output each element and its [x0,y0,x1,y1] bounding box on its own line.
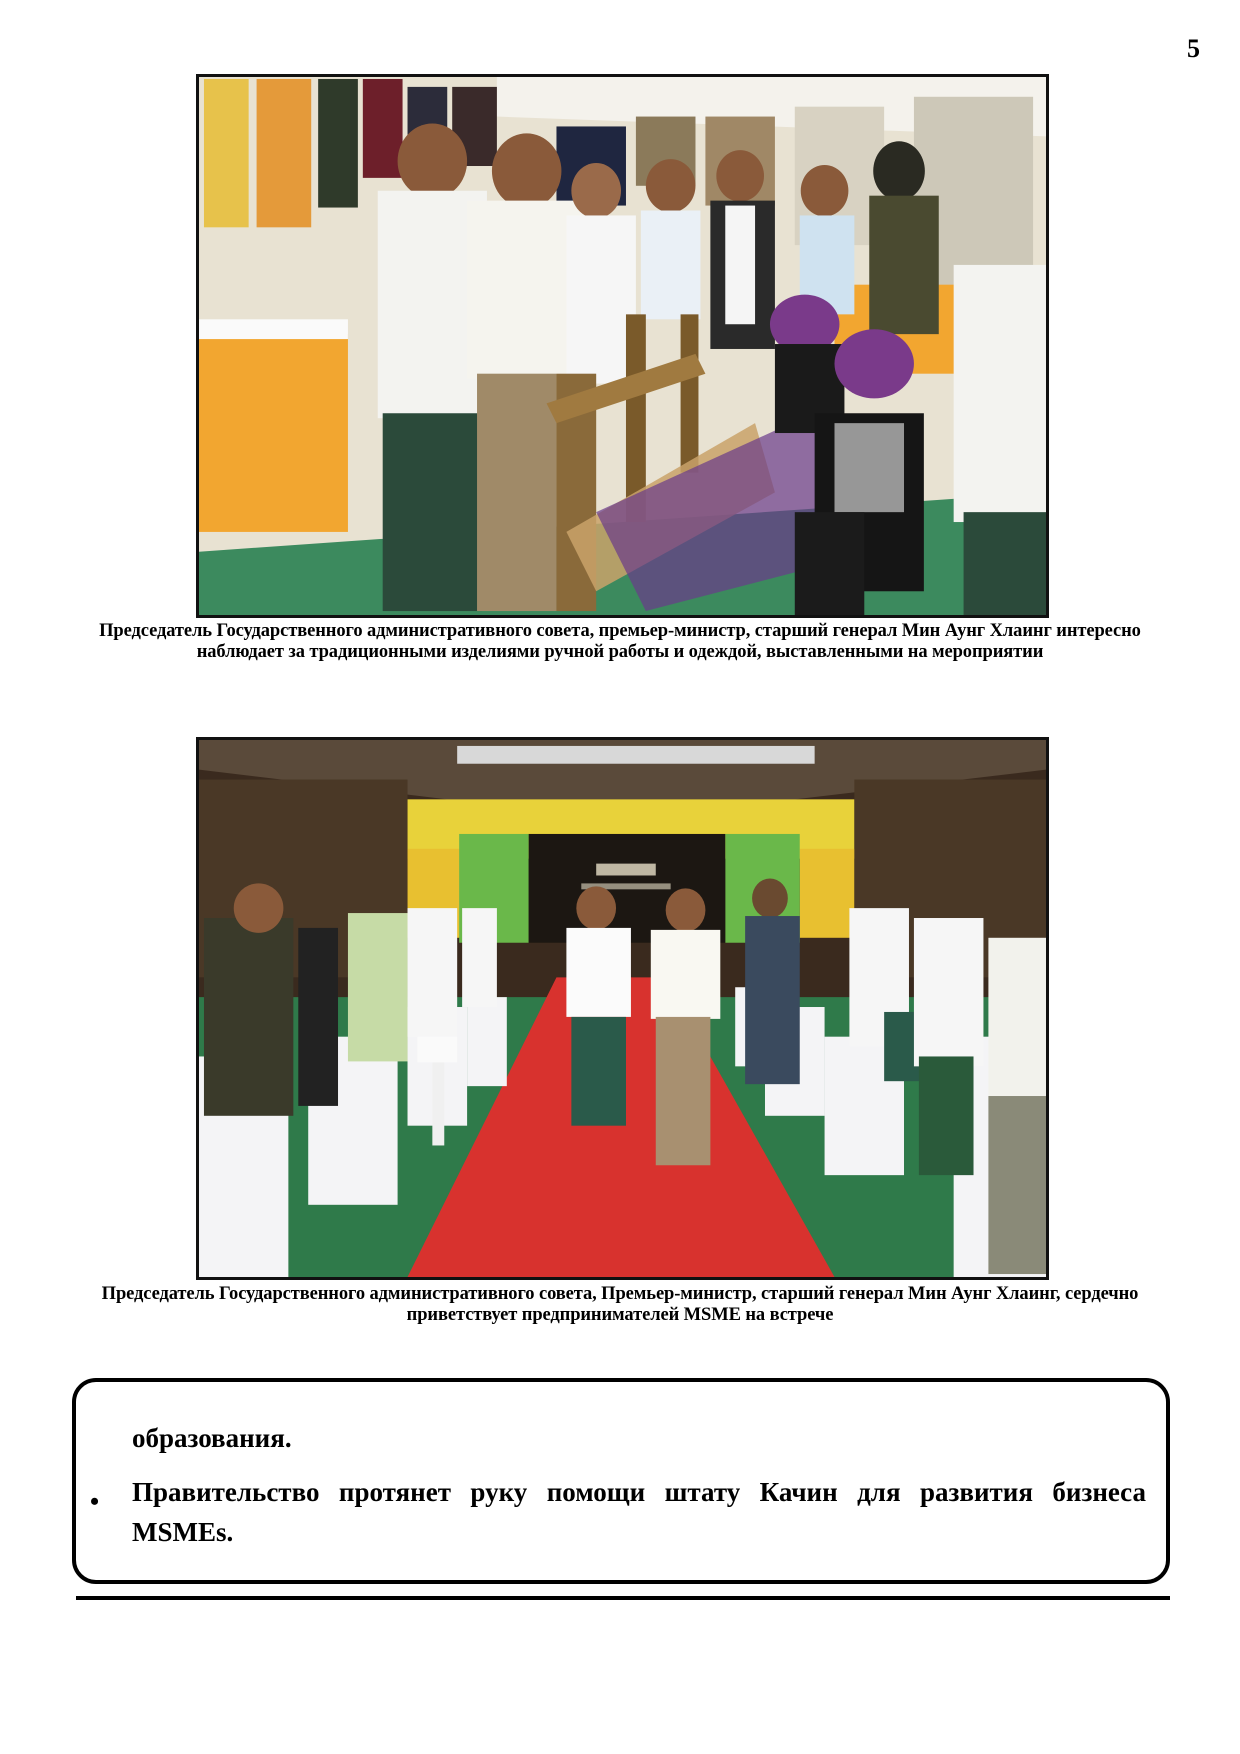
meeting-hall-photo [196,737,1049,1280]
bullet-marker: • [90,1487,100,1516]
bullet-item: Правительство протянет руку помощи штату Качин для развития бизнеса MSMEs. [132,1477,1146,1547]
summary-box [72,1378,1170,1584]
continuation-text: образования. [132,1423,292,1453]
exhibition-loom-photo [196,74,1049,618]
page-number: 5 [1187,34,1200,63]
photo-caption-1: Председатель Государственного административного совета, премьер-министр, старший генерал Мин Аунг Хлаинг интересно наблюдает за традиционными изделиями ручной работы и одеждой, выставленными на мероприятии [99,621,1141,662]
bottom-rule [76,1596,1170,1600]
photo-caption-2: Председатель Государственного административного совета, Премьер-министр, старший генерал Мин Аунг Хлаинг, сердечно приветствует предпринимателей MSME на встрече [101,1284,1139,1325]
